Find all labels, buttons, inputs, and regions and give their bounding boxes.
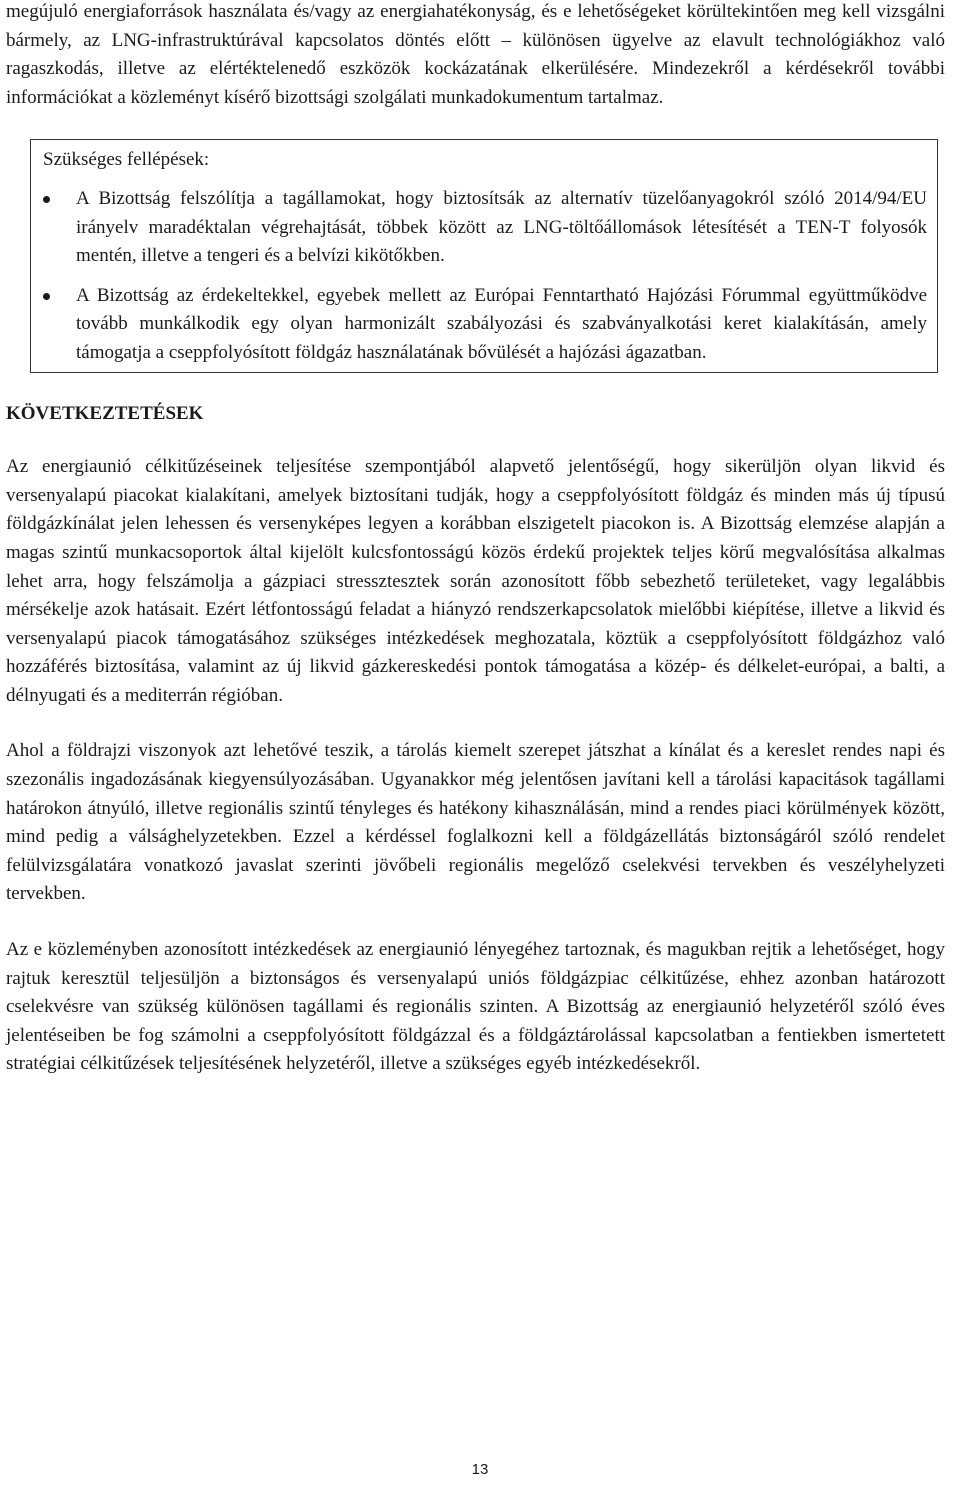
required-actions-heading: Szükséges fellépések: (43, 149, 210, 171)
page-number: 13 (471, 1461, 489, 1478)
conclusions-title: KÖVETKEZTETÉSEK (6, 402, 204, 424)
action-item-text: A Bizottság felszólítja a tagállamokat, hogy biztosítsák az alternatív tüzelőanyagokról szóló 2014/94/EU irányelv maradéktalan végrehajtását, többek között az LNG-töltőállomások létesítését a TEN-T folyosók mentén, illetve a tengeri és a belvízi kikötőkben. (76, 187, 927, 267)
action-item (43, 282, 927, 368)
required-actions-box (30, 139, 938, 372)
bullet-icon (43, 196, 50, 203)
bullet-icon (43, 293, 50, 300)
conclusions-paragraph: Ahol a földrajzi viszonyok azt lehetővé teszik, a tárolás kiemelt szerepet játszhat a kínálat és a kereslet rendes napi és szezonális ingadozásának kiegyensúlyozásában. Ugyanakkor még jelentősen javítani kell a tárolási kapacitások tagállami határokon átnyúló, illetve regionális szintű tényleges és hatékony kihasználásán, mind a rendes piaci körülmények között, mind pedig a válsághelyzetekben. Ezzel a kérdéssel foglalkozni kell a földgázellátás biztonságáról szóló rendelet felülvizsgálatára vonatkozó javaslat szerinti jövőbeli regionális megelőző cselekvési tervekben és veszélyhelyzeti tervekben. (6, 740, 945, 905)
required-actions-list (43, 185, 927, 368)
intro-paragraph: megújuló energiaforrások használata és/vagy az energiahatékonyság, és e lehetőségeket körültekintően meg kell vizsgálni bármely, az LNG-infrastruktúrával kapcsolatos döntés előtt – különösen ügyelve az elavult technológiákhoz való ragaszkodás, illetve az elértéktelenedő eszközök kockázatának elkerülésére. Mindezekről a kérdésekről további információkat a közleményt kísérő bizottsági szolgálati munkadokumentum tartalmaz. (6, 1, 945, 108)
action-item-text: A Bizottság az érdekeltekkel, egyebek mellett az Európai Fenntartható Hajózási Fórummal együttműködve tovább munkálkodik egy olyan harmonizált szabályozási és szabványalkotási keret kialakításán, amely támogatja a cseppfolyósított földgáz használatának bővülését a hajózási ágazatban. (76, 284, 927, 363)
action-item (43, 185, 927, 271)
document-page (6, 0, 945, 1106)
conclusions-paragraph: Az e közleményben azonosított intézkedések az energiaunió lényegéhez tartoznak, és magukban rejtik a lehetőséget, hogy rajtuk keresztül teljesüljön a biztonságos és versenyalapú uniós földgázpiac célkitűzése, ehhez azonban határozott cselekvésre van szükség különösen tagállami és regionális szinten. A Bizottság az energiaunió helyzetéről szóló éves jelentéseiben be fog számolni a cseppfolyósított földgázzal és a földgáztárolással kapcsolatban a fentiekben ismertetett stratégiai célkitűzések teljesítésének helyzetéről, illetve a szükséges egyéb intézkedésekről. (6, 939, 945, 1075)
conclusions-paragraph: Az energiaunió célkitűzéseinek teljesítése szempontjából alapvető jelentőségű, hogy sikerüljön olyan likvid és versenyalapú piacokat kialakítani, amelyek biztosítani tudják, hogy a cseppfolyósított földgáz és minden más új típusú földgázkínálat jelen lehessen és versenyképes legyen a korábban elszigetelt piacokon is. A Bizottság elemzése alapján a magas szintű munkacsoportok által kijelölt kulcsfontosságú közös érdekű projektek teljes körű megvalósítása alkalmas lehet arra, hogy felszámolja a gázpiaci stressztesztek során azonosított főbb sebezhető területeket, vagy legalábbis mérsékelje azok hatásait. Ezért létfontosságú feladat a hiányzó rendszerkapcsolatok mielőbbi kiépítése, illetve a likvid és versenyalapú piacok támogatásához szükséges intézkedések meghozatala, köztük a cseppfolyósított földgázhoz való hozzáférés biztosítása, valamint az új likvid gázkereskedési pontok támogatása a közép- és délkelet-európai, a balti, a délnyugati és a mediterrán régióban. (6, 456, 945, 706)
